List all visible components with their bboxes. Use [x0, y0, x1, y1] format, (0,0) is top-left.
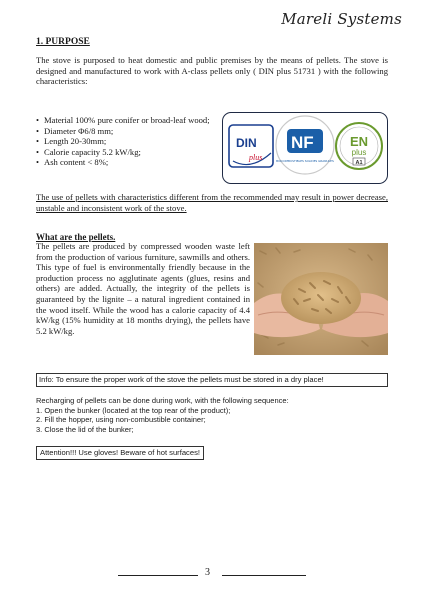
list-item: • Ash content < 8%; [36, 157, 218, 168]
info-box: Info: To ensure the proper work of the stove the pellets must be stored in a dry place! [36, 373, 388, 387]
en-plus-text: plus [351, 148, 367, 157]
list-item: • Material 100% pure conifer or broad-leaf wood; [36, 115, 218, 126]
pellets-photo [254, 243, 388, 355]
list-item: • Length 20-30mm; [36, 136, 218, 147]
en-plus-logo [336, 123, 382, 169]
recharge-instructions [36, 396, 388, 434]
pellets-subheading: What are the pellets. [36, 232, 116, 242]
page-number: 3 [205, 567, 210, 578]
din-plus-logo [229, 125, 273, 167]
list-item: • Calorie capacity 5.2 kW/kg; [36, 147, 218, 158]
din-plus-text: plus [249, 153, 263, 162]
section-heading: 1. PURPOSE [36, 37, 90, 47]
characteristics-list [36, 115, 218, 168]
intro-paragraph: The stove is purposed to heat domestic and public premises by the means of pellets. The stove is designed and manufactured to work with A-class pellets only ( DIN plus 51731 ) with the following characteristics: [36, 55, 388, 87]
recharge-step: 1. Open the bunker (located at the top rear of the product); [36, 405, 231, 415]
en-class-text: A1 [355, 159, 363, 166]
list-item: • Diameter Φ6/8 mm; [36, 126, 218, 137]
footer-rule-left [118, 575, 198, 576]
nf-text: NF [291, 133, 314, 152]
brand-title: Mareli Systems [281, 10, 402, 28]
footer-rule-right [222, 575, 306, 576]
en-text: EN [349, 134, 369, 149]
certification-logos [222, 112, 388, 184]
logos-svg [223, 113, 386, 182]
hands-with-pellets-image [254, 243, 388, 355]
nf-logo [276, 116, 334, 174]
recharge-intro: Recharging of pellets can be done during work, with the following sequence: [36, 396, 289, 405]
pellet-warning: The use of pellets with characteristics different from the recommended may result in power decrease, unstable and inconsistent work of the stove. [36, 192, 388, 213]
recharge-step: 2. Fill the hopper, using non-combustible container; [36, 415, 206, 425]
din-text: DIN [236, 136, 257, 150]
recharge-step: 3. Close the lid of the bunker; [36, 424, 134, 434]
nf-caption: BIOCOMBUSTIBLES SOLIDES GRANULES [276, 159, 334, 163]
attention-box: Attention!!! Use gloves! Beware of hot surfaces! [36, 446, 204, 460]
pellets-description: The pellets are produced by compressed wooden waste left from the production of various furniture, sawmills and others. This type of fuel is environmentally friendly because in the production process no agglutinate agents (glues, resins and others) are added. Actually, the integrity of the pellets is guaranteed by the lignite – a natural ingredient contained in the wood itself. While the wood has a calorie capacity of 4.4 kW/kg (15% humidity at 18 months drying), the pellets have 5.2 kW/kg. [36, 241, 250, 336]
